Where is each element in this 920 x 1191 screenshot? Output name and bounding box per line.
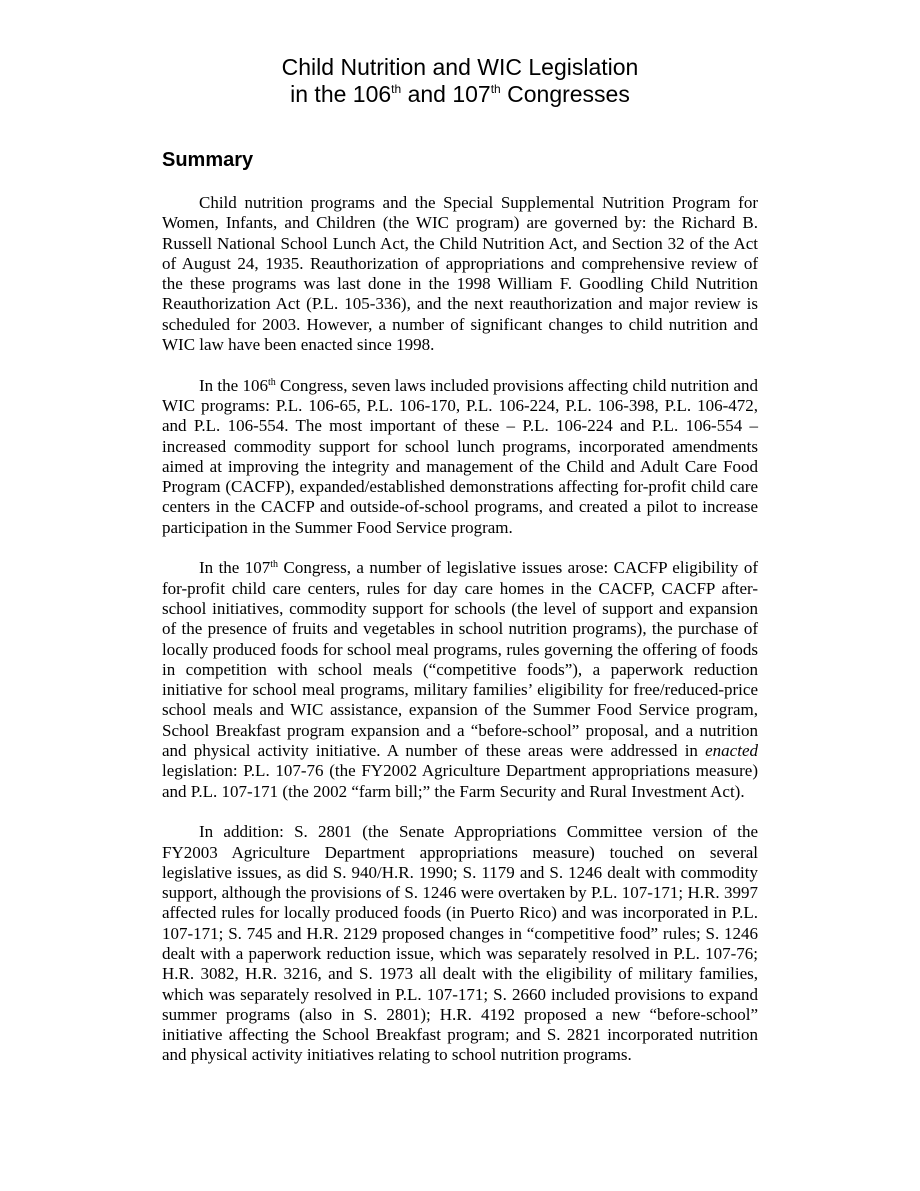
paragraph-additional-bills: In addition: S. 2801 (the Senate Appropriations Committee version of the FY2003 Agriculture Department appropriations measure) touched on several legislative issues, as did S. 940/H.R. 1990; S. 1179 and S. 1246 dealt with commodity support, although the provisions of S. 1246 were overtaken by P.L. 107-171; H.R. 3997 affected rules for locally produced foods (in Puerto Rico) and was incorporated in P.L. 107-171; S. 745 and H.R. 2129 proposed changes in “competitive food” rules; S. 1246 dealt with a paperwork reduction issue, which was separately resolved in P.L. 107-76; H.R. 3082, H.R. 3216, and S. 1973 all dealt with the eligibility of military families, which was separately resolved in P.L. 107-171; S. 2660 included provisions to expand summer programs (also in S. 2801); H.R. 4192 proposed a new “before-school” initiative affecting the School Breakfast program; and S. 2821 incorporated nutrition and physical activity initiatives relating to school nutrition programs. <box>162 822 758 1065</box>
paragraph-106th-congress <box>162 376 758 538</box>
title-line-1: Child Nutrition and WIC Legislation <box>281 54 639 80</box>
summary-body <box>162 193 758 1086</box>
paragraph-107th-congress <box>162 558 758 802</box>
title-line-2-prefix: in the 106 <box>290 81 392 107</box>
emphasis-enacted: enacted <box>705 741 758 761</box>
paragraph-106th-text: Congress, seven laws included provisions affecting child nutrition and WIC programs: P.L. 106-65, P.L. 106-170, P.L. 106-224, P.L. 106-398, P.L. 106-472, and P.L. 106-554. The most important of these – P.L. 106-224 and P.L. 106-554 – increased commodity support for school lunch programs, incorporated amendments aimed at improving the integrity and management of the Child and Adult Care Food Program (CACFP), expanded/established demonstrations affecting for-profit child care centers in the CACFP and outside-of-school programs, and created a pilot to increase participation in the Summer Food Service program. <box>162 375 758 537</box>
paragraph-governing-laws: Child nutrition programs and the Special Supplemental Nutrition Program for Women, Infants, and Children (the WIC program) are governed by: the Richard B. Russell National School Lunch Act, the Child Nutrition Act, and Section 32 of the Act of August 24, 1935. Reauthorization of appropriations and comprehensive review of the these programs was last done in the 1998 William F. Goodling Child Nutrition Reauthorization Act (P.L. 105-336), and the next reauthorization and major review is scheduled for 2003. However, a number of significant changes to child nutrition and WIC law have been enacted since 1998. <box>162 193 758 355</box>
document-title <box>0 54 920 108</box>
paragraph-107th-text-end: legislation: P.L. 107-76 (the FY2002 Agriculture Department appropriations measure) and P.L. 107-171 (the 2002 “farm bill;” the Farm Security and Rural Investment Act). <box>162 761 758 801</box>
title-line-2 <box>0 81 920 108</box>
ordinal-suffix: th <box>267 376 276 388</box>
title-ordinal-suffix-106: th <box>391 82 402 96</box>
paragraph-107th-text: Congress, a number of legislative issues arose: CACFP eligibility of for-profit child care centers, rules for day care homes in the CACFP, CACFP after-school initiatives, commodity support for schools (the level of support and expansion of the presence of fruits and vegetables in school nutrition programs), the purchase of locally produced foods for school meal programs, rules governing the offering of foods in competition with school meals (“competitive foods”), a paperwork reduction initiative for school meal programs, military families’ eligibility for free/reduced-price school meals and WIC assistance, expansion of the Summer Food Service program, School Breakfast program expansion and a “before-school” proposal, and a nutrition and physical activity initiative. A number of these areas were addressed in <box>162 558 758 761</box>
title-ordinal-suffix-107: th <box>490 82 501 96</box>
ordinal-suffix: th <box>270 559 279 571</box>
paragraph-106th-prefix: In the 106 <box>199 375 268 395</box>
title-line-2-suffix: Congresses <box>500 81 630 107</box>
paragraph-107th-prefix: In the 107 <box>199 558 271 578</box>
title-line-2-middle: and 107 <box>401 81 491 107</box>
section-heading-summary: Summary <box>162 149 254 171</box>
